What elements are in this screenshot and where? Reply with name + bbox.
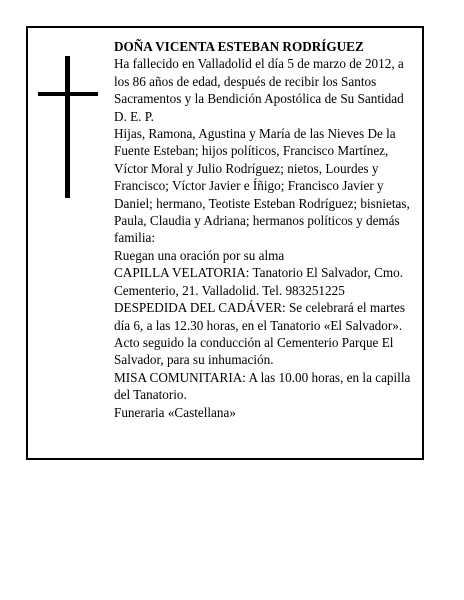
death-announcement: Ha fallecido en Valladolid el día 5 de marzo de 2012, a los 86 años de edad, después de recibir los Santos Sacramentos y la Bendición Apostólica de Su Santidad D. E. P. [114,56,404,124]
cross-horizontal-bar [38,92,98,96]
burial-info: Acto seguido la conducción al Cementerio Parque El Salvador, para su inhumación. [114,334,394,368]
cross-vertical-bar [65,56,70,198]
latin-cross-icon [38,56,98,198]
family-list: Hijas, Ramona, Agustina y María de las Nieves De la Fuente Esteban; hijos políticos, Francisco Martínez, Víctor Moral y Julio Rodríguez; nietos, Lourdes y Francisco; Víctor Javier e Íñigo; Francisco Javier y Daniel; hermano, Teotiste Esteban Rodríguez; bisnietas, Paula, Claudia y Adriana; hermanos políticos y demás familia: [114,126,410,246]
notice-text [114,38,418,421]
obituary-notice [26,26,424,460]
farewell-info: DESPEDIDA DEL CADÁVER: Se celebrará el martes día 6, a las 12.30 horas, en el Tanatorio «El Salvador». [114,300,406,333]
prayer-request: Ruegan una oración por su alma [114,247,285,263]
funeral-home: Funeraria «Castellana» [114,404,236,420]
chapel-info: CAPILLA VELATORIA: Tanatorio El Salvador, Cmo. Cementerio, 21. Valladolid. Tel. 983251225 [114,265,404,298]
mass-info: MISA COMUNITARIA: A las 10.00 horas, en la capilla del Tanatorio. [114,369,411,403]
deceased-name: DOÑA VICENTA ESTEBAN RODRÍGUEZ [114,39,364,54]
